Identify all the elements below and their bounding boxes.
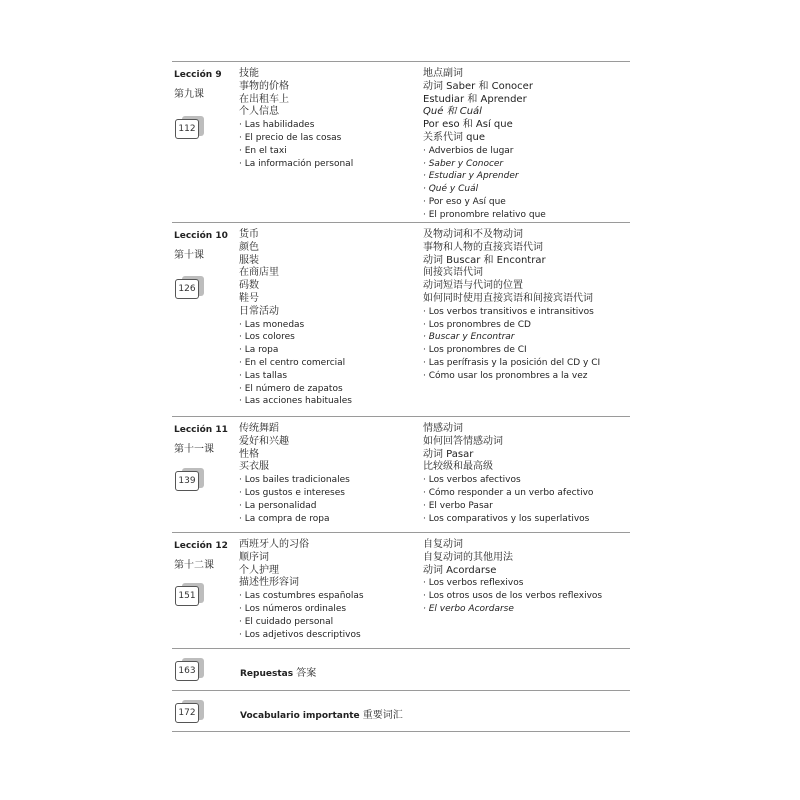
lesson-title: Lección 10 [174, 231, 228, 241]
topic-es: · Las monedas [239, 319, 305, 330]
lesson-title-chinese: 第十一课 [174, 444, 214, 455]
lesson-row-12 [172, 533, 630, 648]
grammar-cn: Estudiar 和 Aprender [423, 93, 527, 105]
lesson-title: Lección 9 [174, 70, 222, 80]
table-of-contents [172, 61, 630, 732]
topic-es: · El precio de las cosas [239, 132, 342, 143]
topic-cn: 颜色 [239, 241, 259, 253]
vocabulary-topics [239, 539, 364, 641]
page-number: 126 [175, 279, 199, 299]
appendix-title [240, 664, 316, 679]
appendix-row-answers [172, 649, 630, 690]
vocabulary-topics [239, 423, 350, 525]
grammar-cn: 情感动词 [423, 423, 463, 434]
topic-cn: 在商店里 [239, 267, 279, 279]
topic-es: · El número de zapatos [239, 383, 343, 394]
grammar-es: · Los verbos transitivos e intransitivos [423, 306, 594, 317]
topic-es: · La ropa [239, 345, 279, 356]
grammar-es: · Los verbos afectivos [423, 475, 521, 486]
grammar-cn: 如何同时使用直接宾语和间接宾语代词 [423, 292, 593, 304]
grammar-cn: Qué 和 Cuál [423, 106, 482, 118]
lesson-row-10 [172, 223, 630, 416]
grammar-es: · Los pronombres de CI [423, 345, 527, 356]
appendix-title-cn: 答案 [296, 668, 317, 679]
topic-es: · Las costumbres españolas [239, 591, 364, 602]
grammar-es: · Cómo responder a un verbo afectivo [423, 487, 594, 498]
page-number-badge [175, 116, 205, 138]
lesson-title-chinese: 第十二课 [174, 560, 214, 571]
topic-cn: 顺序词 [239, 551, 269, 563]
grammar-es: · Buscar y Encontrar [423, 332, 515, 343]
grammar-es: · Los comparativos y los superlativos [423, 513, 590, 524]
topic-cn: 鞋号 [239, 292, 259, 304]
grammar-es: · El pronombre relativo que [423, 209, 546, 220]
topic-es: · El cuidado personal [239, 616, 334, 627]
grammar-cn: 比较级和最高级 [423, 461, 493, 473]
grammar-cn: 如何回答情感动词 [423, 435, 503, 447]
page-number: 112 [175, 119, 199, 139]
vocabulary-topics [239, 229, 352, 408]
grammar-es: · Qué y Cuál [423, 184, 479, 195]
grammar-es: · Cómo usar los pronombres a la vez [423, 370, 588, 381]
grammar-topics [423, 68, 546, 222]
topic-es: · Los adjetivos descriptivos [239, 629, 361, 640]
grammar-es: · El verbo Acordarse [423, 603, 514, 614]
grammar-cn: 自复动词 [423, 539, 463, 550]
grammar-es: · Los pronombres de CD [423, 319, 531, 330]
page-number: 172 [175, 703, 199, 723]
grammar-topics [423, 539, 602, 616]
page-number: 139 [175, 471, 199, 491]
topic-es: · Los bailes tradicionales [239, 475, 350, 486]
grammar-es: · Los otros usos de los verbos reflexivos [423, 591, 603, 602]
topic-cn: 传统舞蹈 [239, 423, 279, 434]
lesson-title: Lección 11 [174, 425, 228, 435]
topic-es: · Las habilidades [239, 120, 315, 131]
grammar-cn: 动词 Pasar [423, 448, 474, 460]
appendix-row-vocabulary [172, 691, 630, 731]
lesson-title: Lección 12 [174, 541, 228, 551]
topic-cn: 性格 [239, 448, 259, 460]
grammar-es: · Adverbios de lugar [423, 145, 514, 156]
grammar-cn: 动词 Acordarse [423, 564, 497, 576]
appendix-title [240, 706, 403, 721]
grammar-cn: 间接宾语代词 [423, 267, 483, 279]
topic-cn: 个人信息 [239, 106, 279, 118]
lesson-row-11 [172, 417, 630, 532]
topic-es: · En el centro comercial [239, 357, 346, 368]
grammar-cn: 动词 Saber 和 Conocer [423, 80, 533, 92]
topic-es: · En el taxi [239, 145, 287, 156]
page-number-badge [175, 700, 205, 722]
grammar-es: · Estudiar y Aprender [423, 171, 519, 182]
topic-es: · La personalidad [239, 500, 317, 511]
appendix-title-es: Repuestas [240, 669, 294, 679]
topic-es: · Las acciones habituales [239, 396, 352, 407]
page-number-badge [175, 658, 205, 680]
topic-cn: 日常活动 [239, 305, 279, 317]
lesson-row-9 [172, 62, 630, 222]
grammar-es: · Por eso y Así que [423, 196, 506, 207]
grammar-es: · El verbo Pasar [423, 500, 493, 511]
topic-cn: 在出租车上 [239, 93, 289, 105]
topic-cn: 事物的价格 [239, 80, 289, 92]
topic-es: · Los gustos e intereses [239, 487, 345, 498]
grammar-cn: 地点副词 [423, 68, 463, 79]
grammar-cn: 事物和人物的直接宾语代词 [423, 241, 543, 253]
lesson-title-chinese: 第十课 [174, 250, 204, 261]
topic-es: · Los números ordinales [239, 603, 347, 614]
divider [172, 731, 630, 732]
topic-es: · La compra de ropa [239, 513, 330, 524]
grammar-es: · Saber y Conocer [423, 158, 504, 169]
page-number-badge [175, 276, 205, 298]
grammar-cn: 关系代词 que [423, 131, 486, 143]
topic-cn: 技能 [239, 68, 259, 79]
grammar-cn: 及物动词和不及物动词 [423, 229, 523, 240]
grammar-cn: 自复动词的其他用法 [423, 551, 513, 563]
topic-cn: 爱好和兴趣 [239, 435, 289, 447]
topic-es: · Los colores [239, 332, 295, 343]
topic-es: · Las tallas [239, 370, 288, 381]
grammar-topics [423, 423, 593, 525]
topic-es: · La información personal [239, 158, 354, 169]
topic-cn: 码数 [239, 280, 259, 292]
lesson-title-chinese: 第九课 [174, 89, 204, 100]
grammar-es: · Los verbos reflexivos [423, 578, 524, 589]
vocabulary-topics [239, 68, 353, 170]
grammar-cn: 动词 Buscar 和 Encontrar [423, 254, 546, 266]
grammar-cn: 动词短语与代词的位置 [423, 280, 523, 292]
appendix-title-es: Vocabulario importante [240, 711, 360, 721]
grammar-es: · Las perífrasis y la posición del CD y CI [423, 357, 601, 368]
page-number: 163 [175, 661, 199, 681]
topic-cn: 描述性形容词 [239, 577, 299, 589]
topic-cn: 服装 [239, 254, 259, 266]
topic-cn: 个人护理 [239, 564, 279, 576]
topic-cn: 西班牙人的习俗 [239, 539, 309, 550]
page-number: 151 [175, 586, 199, 606]
appendix-title-cn: 重要词汇 [362, 710, 403, 721]
topic-cn: 买衣服 [239, 461, 269, 473]
topic-cn: 货币 [239, 229, 259, 240]
page-number-badge [175, 468, 205, 490]
grammar-cn: Por eso 和 Así que [423, 119, 513, 131]
grammar-topics [423, 229, 600, 383]
page-number-badge [175, 583, 205, 605]
